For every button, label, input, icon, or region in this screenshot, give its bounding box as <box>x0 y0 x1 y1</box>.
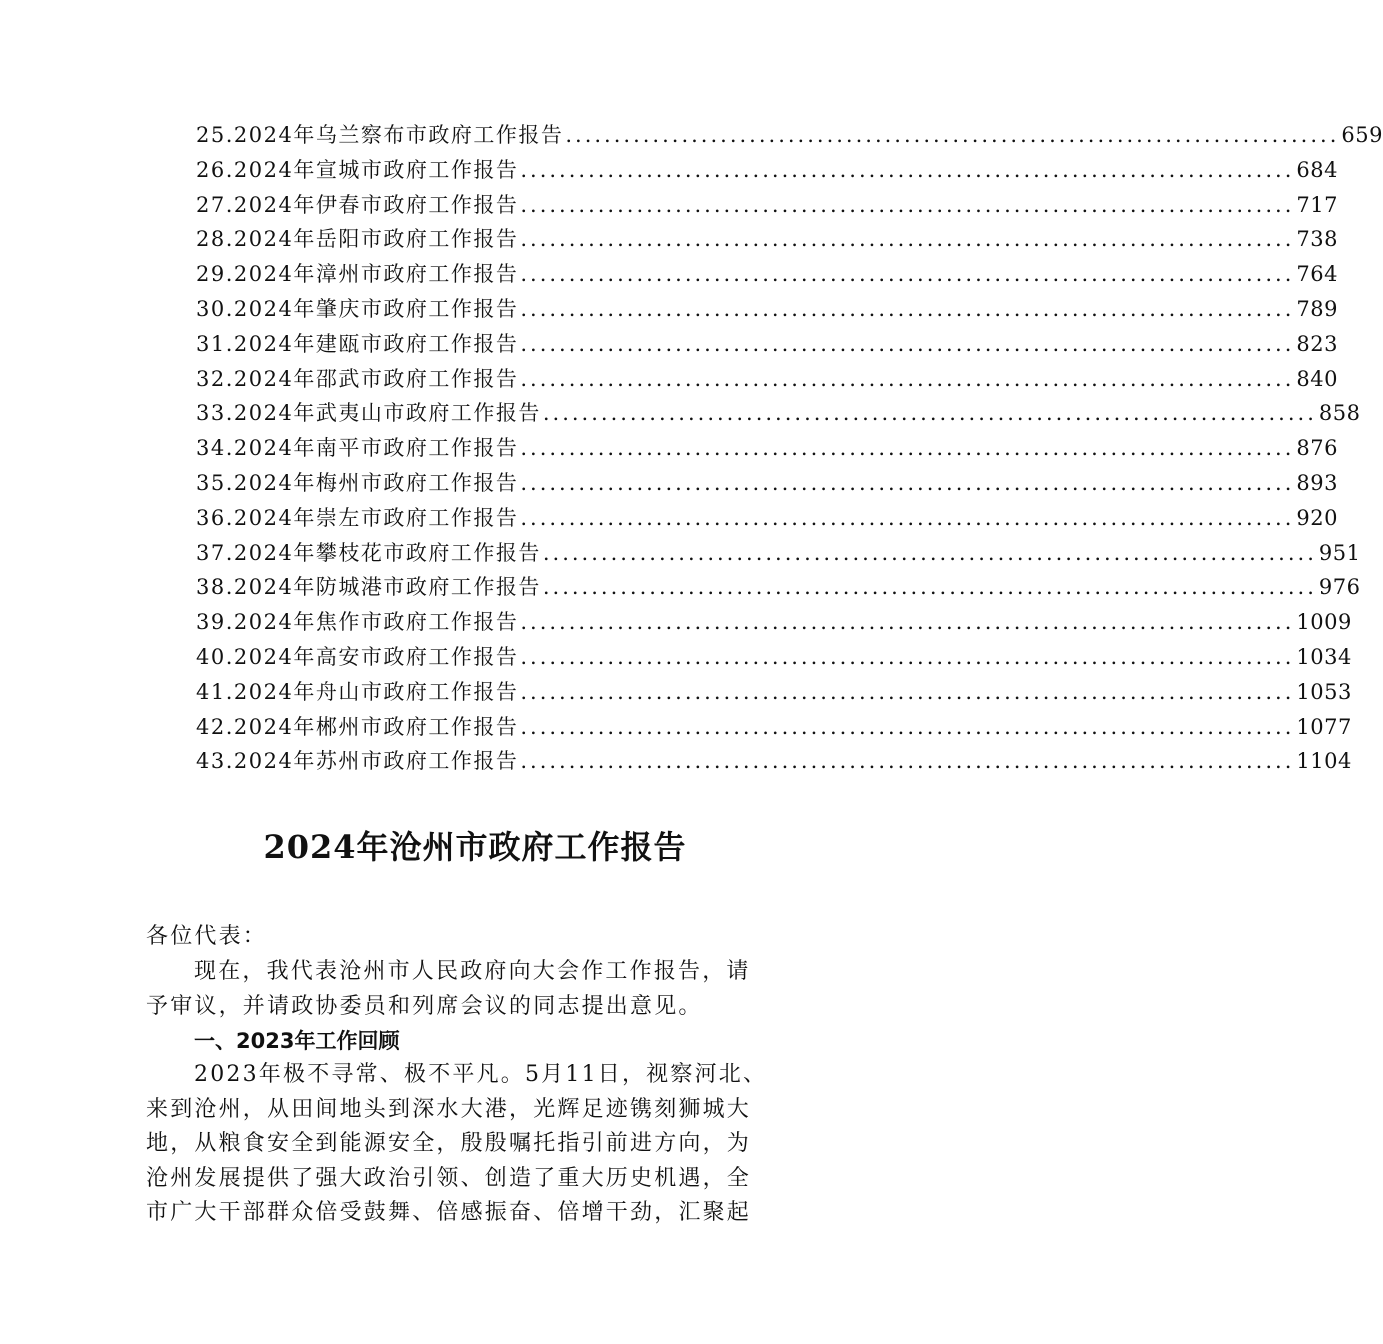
toc-entry <box>196 292 1338 327</box>
paragraph-line: 现在，我代表沧州市人民政府向大会作工作报告，请 <box>194 959 751 984</box>
toc-entry-title: 35.2024年梅州市政府工作报告 <box>196 470 519 495</box>
toc-leader-dots: ................................................................................ <box>520 644 1295 669</box>
toc-entry-page: 1053 <box>1296 679 1352 704</box>
toc-leader-dots: ................................................................................ <box>520 262 1295 287</box>
toc-leader-dots: ................................................................................ <box>520 436 1295 461</box>
toc-entry-page: 764 <box>1296 262 1338 287</box>
toc-entry <box>196 605 1352 640</box>
toc-entry-title: 41.2024年舟山市政府工作报告 <box>196 679 519 704</box>
toc-entry-title: 28.2024年岳阳市政府工作报告 <box>196 227 519 252</box>
toc-entry-page: 659 <box>1341 123 1383 147</box>
toc-leader-dots: ................................................................................ <box>520 366 1295 391</box>
toc-entry <box>196 675 1352 710</box>
toc-leader-dots: ................................................................................ <box>520 470 1295 495</box>
toc-leader-dots: ................................................................................ <box>520 296 1295 321</box>
toc-entry-page: 789 <box>1296 296 1338 321</box>
toc-entry <box>196 431 1338 466</box>
toc-entry-title: 40.2024年高安市政府工作报告 <box>196 644 519 669</box>
toc-entry-title: 25.2024年乌兰察布市政府工作报告 <box>196 123 564 147</box>
toc-entry-title: 36.2024年崇左市政府工作报告 <box>196 505 519 530</box>
paragraph-line: 2023年极不寻常、极不平凡。5月11日，视察河北、 <box>194 1062 768 1087</box>
toc-entry <box>196 640 1352 675</box>
toc-entry-page: 951 <box>1318 540 1361 565</box>
paragraph-intro <box>146 955 806 1024</box>
toc-leader-dots: ................................................................................ <box>565 123 1340 147</box>
paragraph-review <box>146 1058 806 1231</box>
paragraph-line: 市广大干部群众倍受鼓舞、倍感振奋、倍增干劲，汇聚起 <box>146 1200 752 1225</box>
toc-entry-title: 38.2024年防城港市政府工作报告 <box>196 575 541 600</box>
toc-entry-page: 920 <box>1296 505 1338 530</box>
toc-entry-page: 1077 <box>1296 714 1352 739</box>
toc-entry-title: 32.2024年邵武市政府工作报告 <box>196 366 519 391</box>
toc-entry <box>196 188 1338 223</box>
toc-entry <box>196 536 1361 571</box>
toc-entry-title: 31.2024年建瓯市政府工作报告 <box>196 331 519 356</box>
toc-entry-title: 42.2024年郴州市政府工作报告 <box>196 714 519 739</box>
toc-leader-dots: ................................................................................ <box>520 679 1295 704</box>
toc-entry-page: 876 <box>1296 436 1338 461</box>
toc-leader-dots: ................................................................................ <box>542 575 1317 600</box>
toc-entry <box>196 118 1383 153</box>
toc-entry-page: 738 <box>1296 227 1338 252</box>
toc-entry-page: 858 <box>1318 401 1361 426</box>
toc-leader-dots: ................................................................................ <box>542 401 1317 426</box>
toc-entry-page: 823 <box>1296 331 1338 356</box>
toc-entry <box>196 153 1338 188</box>
toc-entry <box>196 327 1338 362</box>
toc-leader-dots: ................................................................................ <box>542 540 1317 565</box>
toc-entry-title: 34.2024年南平市政府工作报告 <box>196 436 519 461</box>
toc-entry <box>196 222 1338 257</box>
toc-entry-page: 976 <box>1318 575 1361 600</box>
paragraph-line: 来到沧州，从田间地头到深水大港，光辉足迹镌刻狮城大 <box>146 1096 752 1122</box>
toc-entry <box>196 362 1338 397</box>
greeting: 各位代表： <box>146 924 268 949</box>
toc-entry <box>196 501 1338 536</box>
toc-entry <box>196 710 1352 745</box>
section-heading: 一、2023年工作回顾 <box>194 1029 400 1053</box>
paragraph-line: 沧州发展提供了强大政治引领、创造了重大历史机遇，全 <box>146 1165 752 1191</box>
toc-leader-dots: ................................................................................ <box>520 505 1295 530</box>
toc-entry-page: 893 <box>1296 470 1338 495</box>
paragraph-line: 予审议，并请政协委员和列席会议的同志提出意见。 <box>146 993 703 1019</box>
toc-entry-title: 43.2024年苏州市政府工作报告 <box>196 749 519 774</box>
toc-entry-page: 1034 <box>1296 644 1352 669</box>
paragraph-line: 地，从粮食安全到能源安全，殷殷嘱托指引前进方向，为 <box>146 1131 752 1156</box>
toc-entry-title: 30.2024年肇庆市政府工作报告 <box>196 296 519 321</box>
toc-entry-title: 33.2024年武夷山市政府工作报告 <box>196 401 541 426</box>
toc-leader-dots: ................................................................................ <box>520 749 1295 774</box>
toc-entry-page: 840 <box>1296 366 1338 391</box>
toc-entry <box>196 466 1338 501</box>
table-of-contents <box>196 118 1383 779</box>
toc-leader-dots: ................................................................................ <box>520 192 1295 217</box>
toc-entry-page: 1009 <box>1296 610 1352 635</box>
toc-entry <box>196 744 1352 779</box>
toc-leader-dots: ................................................................................ <box>520 331 1295 356</box>
toc-entry-title: 39.2024年焦作市政府工作报告 <box>196 610 519 635</box>
toc-entry-page: 717 <box>1296 192 1338 217</box>
toc-entry-title: 29.2024年漳州市政府工作报告 <box>196 262 519 287</box>
toc-entry-title: 27.2024年伊春市政府工作报告 <box>196 192 519 217</box>
toc-entry <box>196 257 1338 292</box>
toc-leader-dots: ................................................................................ <box>520 610 1295 635</box>
toc-leader-dots: ................................................................................ <box>520 714 1295 739</box>
toc-entry <box>196 396 1361 431</box>
toc-entry-page: 1104 <box>1296 749 1352 774</box>
toc-entry-title: 26.2024年宣城市政府工作报告 <box>196 157 519 182</box>
toc-entry-page: 684 <box>1296 157 1338 182</box>
toc-entry <box>196 570 1361 605</box>
document-title: 2024年沧州市政府工作报告 <box>263 828 687 866</box>
toc-entry-title: 37.2024年攀枝花市政府工作报告 <box>196 540 541 565</box>
toc-leader-dots: ................................................................................ <box>520 227 1295 252</box>
toc-leader-dots: ................................................................................ <box>520 157 1295 182</box>
